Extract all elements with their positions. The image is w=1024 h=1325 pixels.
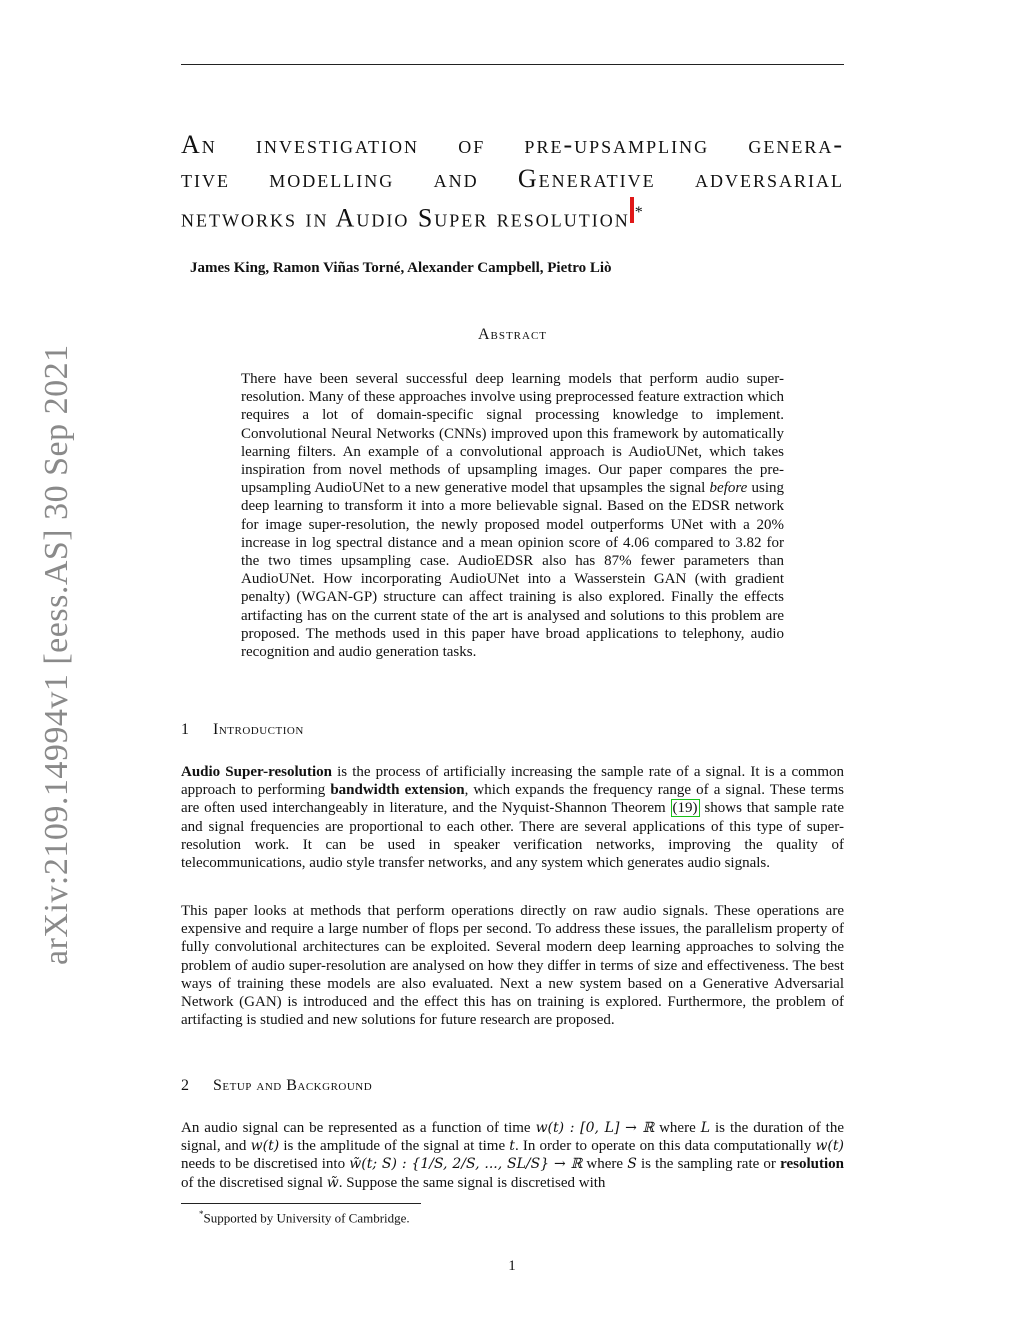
- title-footnote-link[interactable]: [630, 204, 645, 221]
- citation-link-19[interactable]: (19): [672, 800, 698, 817]
- term-audio-super-resolution: Audio Super-resolution: [181, 764, 332, 780]
- math-w-function: w(t) : [0, L] → ℝ: [535, 1120, 655, 1136]
- section-1-title: Introduction: [213, 721, 304, 738]
- title-line-3-text: networks in Audio Super resolution: [181, 203, 630, 233]
- s2-text-3: is the duration of the signal, and: [181, 1120, 844, 1155]
- s2-text-4: is the amplitude of the signal at time: [279, 1138, 510, 1155]
- footnote-mark: *: [199, 1209, 204, 1219]
- title-footnote-mark: *: [634, 204, 645, 221]
- section-2-paragraph-1: [181, 1119, 844, 1192]
- section-1-p1-text-3: shows that sample rate and signal frequencies are proportional to each other. There are several applications of this type of super-resolution work. It can be used in speaker verification networks, improving the quality of telecommunications, audio style transfer networks, and any system which generates audio signals.: [181, 800, 844, 872]
- section-1-p1-text-1: is the process of artificially increasing the sample rate of a signal. It is a common approach to performing: [181, 764, 844, 799]
- title-line-2: tive modelling and Generative adversarial: [181, 164, 844, 193]
- footnote-text: Supported by University of Cambridge.: [203, 1210, 410, 1226]
- footnote-link-highlight: [630, 197, 634, 223]
- abstract-heading: Abstract: [477, 326, 548, 343]
- section-2-title: Setup and Background: [213, 1077, 373, 1094]
- s2-text-10: . Suppose the same signal is discretised with: [338, 1174, 606, 1191]
- section-2-number: 2: [181, 1077, 190, 1094]
- s2-text-6: needs to be discretised into: [181, 1156, 350, 1173]
- math-t: t: [509, 1138, 515, 1155]
- s2-text-2: where: [654, 1120, 701, 1136]
- math-discretised: w̃(t; S) : {1/S, 2/S, ..., SL/S} → ℝ: [349, 1156, 583, 1173]
- footnote: [199, 1209, 410, 1226]
- arxiv-identifier-stamp: arXiv:2109.14994v1 [eess.AS] 30 Sep 2021: [38, 344, 75, 965]
- abstract-emphasis: before: [709, 480, 748, 497]
- term-resolution: resolution: [780, 1156, 844, 1173]
- s2-text-7: where: [582, 1156, 628, 1173]
- s2-text-5: . In order to operate on this data computationally: [514, 1138, 816, 1155]
- page-number: 1: [508, 1258, 516, 1274]
- term-bandwidth-extension: bandwidth extension: [330, 782, 465, 799]
- math-w-t-2: w(t): [815, 1138, 844, 1155]
- s2-text-9: of the discretised signal: [181, 1174, 327, 1191]
- abstract-body: [241, 370, 784, 661]
- s2-text-1: An audio signal can be represented as a function of time: [181, 1120, 536, 1136]
- section-1-number: 1: [181, 721, 190, 738]
- math-L: L: [700, 1120, 710, 1136]
- section-1-heading: [181, 721, 304, 739]
- math-w-t: w(t): [250, 1138, 280, 1155]
- s2-text-8: is the sampling rate or: [636, 1156, 781, 1173]
- abstract-text-after: using deep learning to transform it into a more believable signal. Based on the EDSR network for image super-resolution, the newly proposed model outperforms UNet with a 20% increase in log spectral distance and a mean opinion score of 4.06 compared to 3.82 for the two times upsampling case. AudioEDSR also has 87% fewer parameters than AudioUNet. How incorporating AudioUNet into a Wasserstein GAN (with gradient penalty) (WGAN-GP) structure can affect training is also explored. Finally the effects artifacting has on the current state of the art is analysed and solutions to this problem are proposed. The methods used in this paper have broad applications to telephony, audio recognition and audio generation tasks.: [241, 480, 784, 661]
- section-1-p1-text-2: , which expands the frequency range of a signal. These terms are often used interchangeably in literature, and the Nyquist-Shannon Theorem: [181, 782, 844, 817]
- section-1-paragraph-2: This paper looks at methods that perform operations directly on raw audio signals. These operations are expensive and require a large number of flops per second. To address these issues, the parallelism property of fully convolutional architectures can be exploited. Several modern deep learning approaches to solving the problem of audio super-resolution are analysed on how they differ in terms of size and effectiveness. The best ways of training these models are also evaluated. Next a new system based on a Generative Adversarial Network (GAN) is introduced and the effect this has on training is explored. Furthermore, the problem of artifacting is studied and new solutions for future research are proposed.: [181, 903, 844, 1029]
- section-1-paragraph-1: [181, 763, 844, 872]
- math-S: S: [627, 1156, 637, 1173]
- footnote-rule: [181, 1203, 421, 1204]
- top-rule: [181, 64, 844, 65]
- abstract-text-before: There have been several successful deep learning models that perform audio super-resolution. Many of these approaches involve using preprocessed feature extraction which requires a lot of domain-specific signal processing knowledge to implement. Convolutional Neural Networks (CNNs) improved upon this framework by automatically learning filters. An example of a convolutional approach is AudioUNet, which takes inspiration from novel methods of upsampling images. Our paper compares the pre-upsampling AudioUNet to a new generative model that upsamples the signal: [241, 371, 784, 497]
- authors: James King, Ramon Viñas Torné, Alexander Campbell, Pietro Liò: [190, 260, 612, 276]
- math-w-tilde: w̃: [326, 1174, 339, 1191]
- title-line-3: [181, 196, 844, 236]
- title-line-1: An investigation of pre-upsampling genera-: [181, 130, 844, 159]
- section-2-heading: [181, 1077, 372, 1095]
- paper-title: [181, 128, 844, 236]
